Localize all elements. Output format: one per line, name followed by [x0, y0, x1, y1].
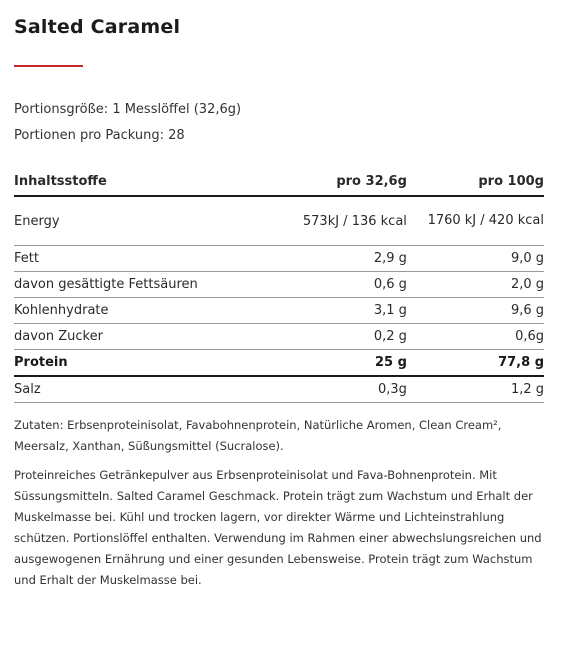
row-per-100g: 2,0 g: [407, 272, 544, 298]
row-per-serving: 25 g: [236, 350, 406, 377]
row-per-100g: 9,6 g: [407, 298, 544, 324]
row-per-100g: 1760 kJ / 420 kcal: [407, 196, 544, 246]
serving-size: Portionsgröße: 1 Messlöffel (32,6g): [14, 102, 242, 117]
row-per-100g: 77,8 g: [407, 350, 544, 377]
row-per-serving: 0,3g: [236, 376, 406, 403]
row-per-100g: 1,2 g: [407, 376, 544, 403]
page-title: Salted Caramel: [14, 16, 181, 38]
table-row-sugar: [14, 324, 544, 350]
column-header-per-serving: pro 32,6g: [236, 168, 406, 196]
title-underline: [14, 65, 83, 67]
product-description: Proteinreiches Getränkepulver aus Erbsenproteinisolat und Fava-Bohnenprotein. Mit Süssungsmitteln. Salted Caramel Geschmack. Protein trägt zum Wachstum und Erhalt der Muskelmasse bei. Kühl und trocken lagern, vor direkter Wärme und Lichteinstrahlung schützen. Portionslöffel enthalten. Verwendung im Rahmen einer abwechslungsreichen und ausgewogenen Ernährung und einer gesunden Lebensweise. Protein trägt zum Wachstum und Erhalt der Muskelmasse bei.: [14, 468, 542, 587]
table-row-salt: [14, 376, 544, 403]
nutrition-table: [14, 168, 544, 403]
column-header-per-100g: pro 100g: [407, 168, 544, 196]
row-name: davon Zucker: [14, 324, 236, 350]
column-header-nutrient: Inhaltsstoffe: [14, 168, 236, 196]
row-per-serving: 3,1 g: [236, 298, 406, 324]
ingredients-text: Zutaten: Erbsenproteinisolat, Favabohnenprotein, Natürliche Aromen, Clean Cream², Meersalz, Xanthan, Süßungsmittel (Sucralose).: [14, 418, 502, 453]
row-name: Energy: [14, 196, 236, 246]
row-name: Salz: [14, 376, 236, 403]
servings-per-pack: Portionen pro Packung: 28: [14, 128, 185, 143]
nutrition-table-header: [14, 168, 544, 196]
row-per-100g: 9,0 g: [407, 246, 544, 272]
row-name: Protein: [14, 350, 236, 377]
table-row-fat: [14, 246, 544, 272]
row-name: Kohlenhydrate: [14, 298, 236, 324]
row-per-serving: 0,6 g: [236, 272, 406, 298]
row-per-100g: 0,6g: [407, 324, 544, 350]
table-row-energy: [14, 196, 544, 246]
row-name: Fett: [14, 246, 236, 272]
row-name: davon gesättigte Fettsäuren: [14, 272, 236, 298]
table-row-carbohydrates: [14, 298, 544, 324]
table-row-protein: [14, 350, 544, 377]
table-row-saturated-fat: [14, 272, 544, 298]
row-per-serving: 0,2 g: [236, 324, 406, 350]
row-per-serving: 573kJ / 136 kcal: [236, 196, 406, 246]
row-per-serving: 2,9 g: [236, 246, 406, 272]
